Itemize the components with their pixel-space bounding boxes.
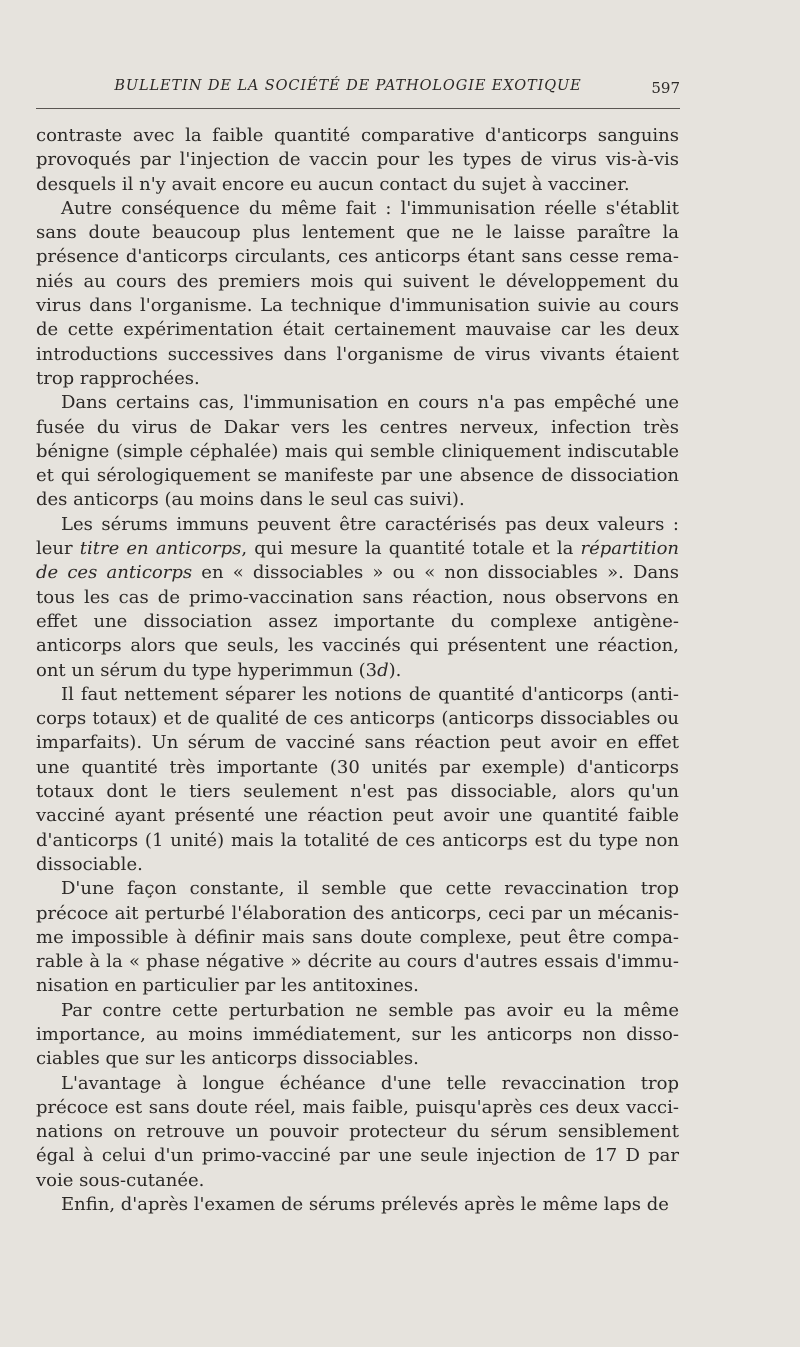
paragraph-4-italic-3: d	[377, 659, 389, 681]
paragraph-1: contraste avec la faible quantité comparative d'anticorps sanguins provoqués par l'injection de vaccin pour les types de virus vis-à-vis desquels il n'y avait encore eu aucun contact du sujet à vacciner.	[36, 125, 679, 195]
paragraph-4-text-4: ).	[388, 659, 402, 681]
body-text	[36, 124, 679, 1217]
paragraph-4-text-3: en « dissociables » ou « non dissociables ». Dans tous les cas de primo-vaccination sans réaction, nous observons en effet une dissociation assez importante du complexe antigène-anticorps alors que seuls, les vaccinés qui présentent une réaction, ont un sérum du type hyperimmun (3	[36, 562, 680, 681]
header-rule	[36, 108, 680, 109]
paragraph-7: Par contre cette perturbation ne semble pas avoir eu la même importance, au moins immédiatement, sur les anticorps non dissociables que sur les anticorps dissociables.	[36, 999, 679, 1070]
paragraph-6: D'une façon constante, il semble que cette revaccination trop précoce ait perturbé l'élaboration des anticorps, ceci par un mécanisme impossible à définir mais sans doute complexe, peut être comparable à la « phase négative » décrite au cours d'autres essais d'immunisation en particulier par les antitoxines.	[36, 878, 679, 997]
paragraph-4	[36, 513, 679, 683]
page-header	[34, 78, 682, 102]
paragraph-4-italic-1: titre en anticorps	[79, 538, 242, 560]
page-number: 597	[651, 79, 680, 97]
paragraph-4-text-2: , qui mesure la quantité totale et la	[241, 538, 581, 560]
running-title: BULLETIN DE LA SOCIÉTÉ DE PATHOLOGIE EXOTIQUE	[114, 78, 582, 94]
paragraph-8: L'avantage à longue échéance d'une telle revaccination trop précoce est sans doute réel, mais faible, puisqu'après ces deux vaccinations on retrouve un pouvoir protecteur du sérum sensiblement égal à celui d'un primo-vacciné par une seule injection de 17 D par voie sous-cutanée.	[36, 1072, 679, 1191]
paragraph-2: Autre conséquence du même fait : l'immunisation réelle s'établit sans doute beaucoup plus lentement que ne le laisse paraître la présence d'anticorps circulants, ces anticorps étant sans cesse remaniés au cours des premiers mois qui suivent le développement du virus dans l'organisme. La technique d'immunisation suivie au cours de cette expérimentation était certainement mauvaise car les deux introductions successives dans l'organisme de virus vivants étaient trop rapprochées.	[36, 197, 679, 389]
paragraph-5: Il faut nettement séparer les notions de quantité d'anticorps (anticorps totaux) et de qualité de ces anticorps (anticorps dissociables ou imparfaits). Un sérum de vacciné sans réaction peut avoir en effet une quantité très importante (30 unités par exemple) d'anticorps totaux dont le tiers seulement n'est pas dissociable, alors qu'un vacciné ayant présenté une réaction peut avoir une quantité faible d'anticorps (1 unité) mais la totalité de ces anticorps est du type non dissociable.	[36, 683, 679, 875]
paragraph-9: Enfin, d'après l'examen de sérums prélevés après le même laps de	[61, 1194, 669, 1216]
paragraph-3: Dans certains cas, l'immunisation en cours n'a pas empêché une fusée du virus de Dakar vers les centres nerveux, infection très bénigne (simple céphalée) mais qui semble cliniquement indiscutable et qui sérologiquement se manifeste par une absence de dissociation des anticorps (au moins dans le seul cas suivi).	[36, 392, 679, 511]
paragraph-4-italic-2: répartition de ces anticorps	[36, 538, 680, 584]
paragraph-4-text-1: Les sérums immuns peuvent être caractérisés pas deux valeurs : leur	[36, 513, 679, 560]
